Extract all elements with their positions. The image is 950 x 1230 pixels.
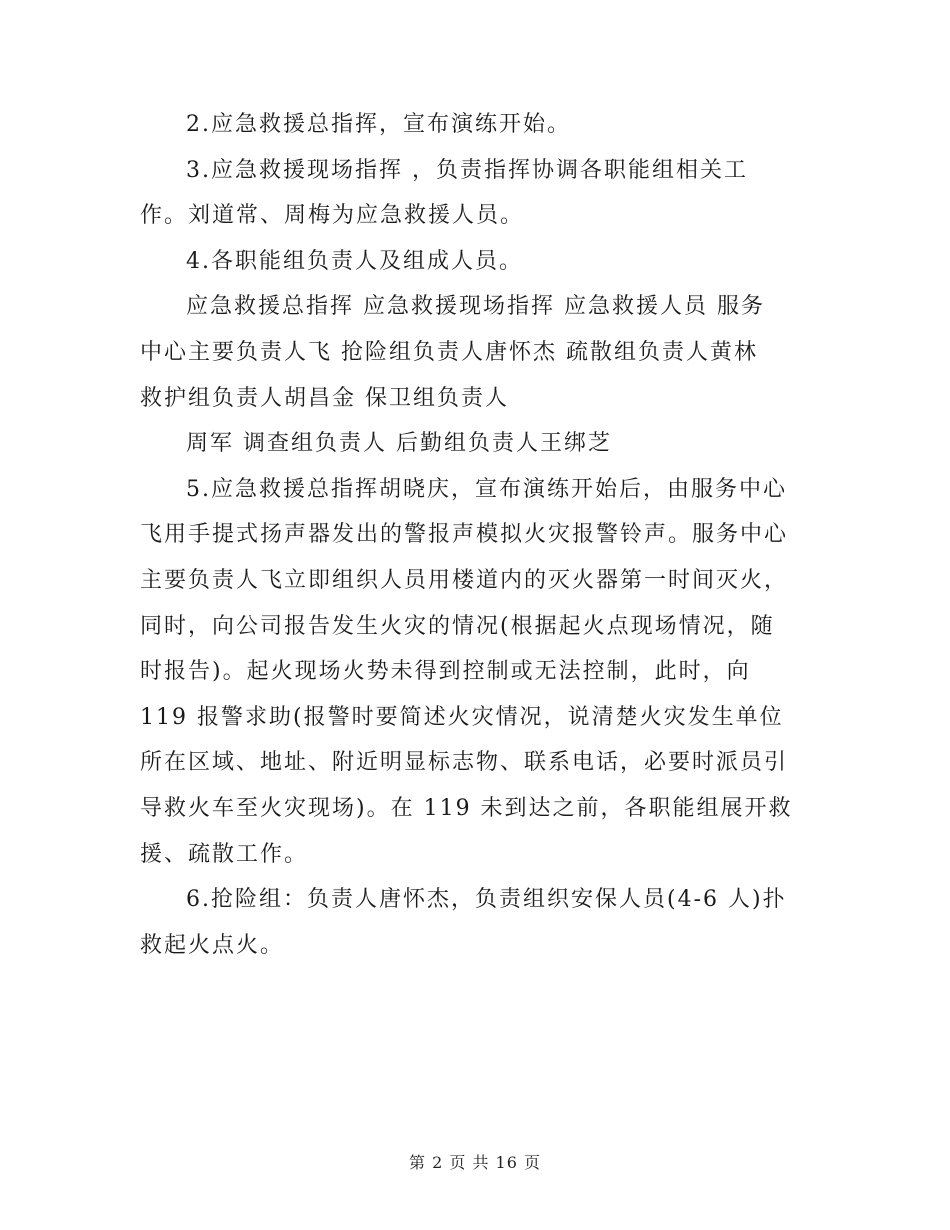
document-body xyxy=(140,102,820,968)
text-line: 周军 调查组负责人 后勤组负责人王绑芝 xyxy=(186,431,612,457)
text-line: 中心主要负责人飞 抢险组负责人唐怀杰 疏散组负责人黄林 xyxy=(140,339,758,365)
text-line: 救护组负责人胡昌金 保卫组负责人 xyxy=(140,385,509,411)
text-line: 119 报警求助(报警时要简述火灾情况，说清楚火灾发生单位 xyxy=(140,704,784,730)
page-number-label: 第 2 页 共 16 页 xyxy=(409,1153,541,1172)
text-line: 主要负责人飞立即组织人员用楼道内的灭火器第一时间灭火， xyxy=(140,567,789,593)
text-line: 3.应急救援现场指挥 ，负责指挥协调各职能组相关工 xyxy=(186,157,748,183)
text-line: 援、疏散工作。 xyxy=(140,841,309,867)
text-line: 4.各职能组负责人及组成人员。 xyxy=(186,248,523,274)
text-line: 导救火车至火灾现场)。在 119 未到达之前，各职能组展开救 xyxy=(140,795,793,821)
text-line: 应急救援总指挥 应急救援现场指挥 应急救援人员 服务 xyxy=(186,294,765,320)
text-line: 同时，向公司报告发生火灾的情况(根据起火点现场情况，随 xyxy=(140,613,775,639)
text-line: 2.应急救援总指挥，宣布演练开始。 xyxy=(186,112,571,137)
text-line: 时报告)。起火现场火势未得到控制或无法控制，此时，向 xyxy=(140,659,751,685)
text-line: 救起火点火。 xyxy=(140,932,285,958)
text-line: 5.应急救援总指挥胡晓庆，宣布演练开始后，由服务中心 xyxy=(186,476,787,502)
page-footer xyxy=(0,1150,950,1173)
text-line: 所在区域、地址、附近明显标志物、联系电话，必要时派员引 xyxy=(140,750,789,776)
text-line: 作。刘道常、周梅为应急救援人员。 xyxy=(140,203,525,229)
text-line: 6.抢险组：负责人唐怀杰，负责组织安保人员(4-6 人)扑 xyxy=(186,887,787,913)
text-line: 飞用手提式扬声器发出的警报声模拟火灾报警铃声。服务中心 xyxy=(140,522,789,548)
